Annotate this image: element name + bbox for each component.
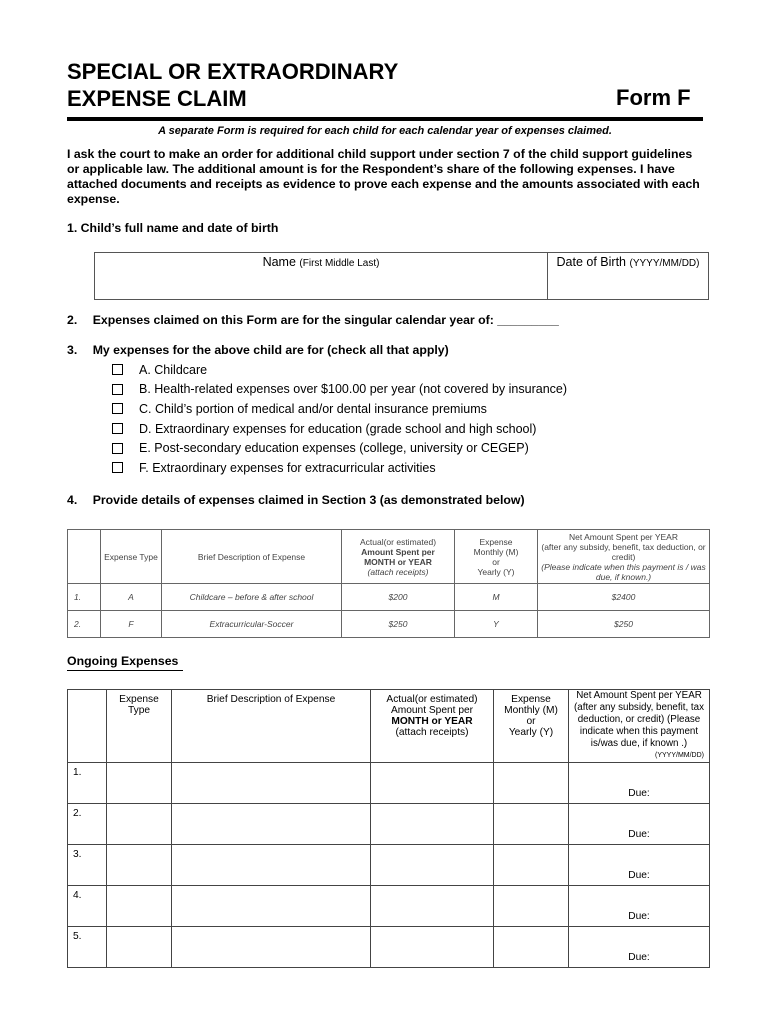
section-4-heading xyxy=(67,493,525,507)
header-text: or xyxy=(526,716,536,727)
section-2-number: 2. xyxy=(67,313,78,327)
option-label: A. Childcare xyxy=(139,362,208,377)
row-type-cell[interactable] xyxy=(107,763,172,804)
header-text: Amount Spent per xyxy=(390,705,474,716)
option-post-secondary[interactable] xyxy=(112,438,567,458)
row-frequency: M xyxy=(455,584,538,611)
option-label: C. Child’s portion of medical and/or dental insurance premiums xyxy=(139,401,487,416)
section-4-text: Provide details of expenses claimed in Section 3 (as demonstrated below) xyxy=(92,493,525,507)
option-label: E. Post-secondary education expenses (college, university or CEGEP) xyxy=(139,441,529,456)
date-of-birth-field[interactable] xyxy=(548,253,709,300)
row-description-cell[interactable] xyxy=(172,886,371,927)
header-text: MONTH or YEAR xyxy=(391,716,473,727)
row-frequency-cell[interactable] xyxy=(494,763,569,804)
row-due-cell[interactable]: Due: xyxy=(569,927,710,968)
row-due-cell[interactable]: Due: xyxy=(569,804,710,845)
row-due-cell[interactable]: Due: xyxy=(569,845,710,886)
row-number: 4. xyxy=(68,886,107,927)
checkbox[interactable] xyxy=(112,364,123,375)
row-description-cell[interactable] xyxy=(172,927,371,968)
option-health[interactable] xyxy=(112,380,567,400)
header-text: Actual(or estimated) xyxy=(359,536,437,547)
row-frequency-cell[interactable] xyxy=(494,886,569,927)
checkbox[interactable] xyxy=(112,443,123,454)
ongoing-row xyxy=(68,927,710,968)
ongoing-header-row xyxy=(68,690,710,763)
header-text: Yearly (Y) xyxy=(477,566,515,577)
option-insurance[interactable] xyxy=(112,399,567,419)
header-text: Net Amount Spent per YEAR xyxy=(569,531,678,542)
name-hint: (First Middle Last) xyxy=(299,258,380,269)
option-label: F. Extraordinary expenses for extracurricular activities xyxy=(139,460,436,475)
row-amount: $200 xyxy=(342,584,455,611)
header-text: Expense xyxy=(511,694,551,705)
name-label: Name xyxy=(262,255,296,269)
row-amount: $250 xyxy=(342,611,455,638)
dob-label: Date of Birth xyxy=(556,255,626,269)
row-net: $2400 xyxy=(538,584,710,611)
row-number: 2. xyxy=(68,611,101,638)
header-text: Expense xyxy=(479,536,513,547)
title-line-2: EXPENSE CLAIM xyxy=(67,86,247,111)
section-4-number: 4. xyxy=(67,493,78,507)
checkbox[interactable] xyxy=(112,384,123,395)
title-rule xyxy=(67,117,703,121)
checkbox[interactable] xyxy=(112,403,123,414)
header-text: (attach receipts) xyxy=(395,727,469,738)
form-title xyxy=(67,58,398,112)
row-number: 2. xyxy=(68,804,107,845)
child-info-table xyxy=(94,252,709,300)
row-frequency-cell[interactable] xyxy=(494,927,569,968)
header-text: Yearly (Y) xyxy=(508,727,554,738)
header-net-amount xyxy=(538,530,710,584)
section-3-text: My expenses for the above child are for (check all that apply) xyxy=(92,343,449,357)
ongoing-expenses-heading: Ongoing Expenses xyxy=(67,654,179,668)
option-label: D. Extraordinary expenses for education (grade school and high school) xyxy=(139,421,537,436)
row-description: Extracurricular-Soccer xyxy=(162,611,342,638)
option-label: B. Health-related expenses over $100.00 per year (not covered by insurance) xyxy=(139,382,568,397)
header-num xyxy=(68,690,107,763)
section-2 xyxy=(67,313,559,327)
header-actual xyxy=(371,690,494,763)
header-actual xyxy=(342,530,455,584)
ongoing-expense-table xyxy=(67,689,710,968)
row-type-cell[interactable] xyxy=(107,886,172,927)
row-type: A xyxy=(101,584,162,611)
row-amount-cell[interactable] xyxy=(371,804,494,845)
row-amount-cell[interactable] xyxy=(371,845,494,886)
dob-hint: (YYYY/MM/DD) xyxy=(629,258,700,269)
row-due-cell[interactable]: Due: xyxy=(569,886,710,927)
header-text: MONTH or YEAR xyxy=(364,556,432,567)
checkbox[interactable] xyxy=(112,423,123,434)
row-number: 1. xyxy=(68,763,107,804)
row-number: 1. xyxy=(68,584,101,611)
ongoing-row xyxy=(68,763,710,804)
ongoing-underline xyxy=(67,670,183,671)
header-type: Expense Type xyxy=(101,530,162,584)
header-frequency xyxy=(455,530,538,584)
section-1-heading: 1. Child’s full name and date of birth xyxy=(67,221,279,235)
header-text: (YYYY/MM/DD) xyxy=(655,752,704,759)
section-3-heading xyxy=(67,343,449,357)
child-name-field[interactable] xyxy=(95,253,548,300)
header-num xyxy=(68,530,101,584)
header-text: Actual(or estimated) xyxy=(386,694,478,705)
example-row xyxy=(68,611,710,638)
option-extracurricular[interactable] xyxy=(112,458,567,478)
header-text: (attach receipts) xyxy=(367,566,429,577)
option-education[interactable] xyxy=(112,419,567,439)
form-subtitle: A separate Form is required for each child for each calendar year of expenses claimed. xyxy=(158,125,612,137)
header-text: Monthly (M) xyxy=(504,705,558,716)
row-net: $250 xyxy=(538,611,710,638)
header-description: Brief Description of Expense xyxy=(172,690,371,763)
header-text: Net Amount Spent per YEAR (after any subsidy, benefit, tax deduction, or credit) (Please indicate when this payment is/was due, if known .) xyxy=(574,690,704,749)
row-type-cell[interactable] xyxy=(107,927,172,968)
row-due-cell[interactable]: Due: xyxy=(569,763,710,804)
ongoing-row xyxy=(68,804,710,845)
example-expense-table xyxy=(67,529,710,638)
header-text: Monthly (M) xyxy=(473,546,519,557)
intro-paragraph: I ask the court to make an order for additional child support under section 7 of the child support guidelines or applicable law. The additional amount is for the Respondent’s share of the following expenses. I have attached documents and receipts as evidence to prove each expense and the amounts associated with each expense. xyxy=(67,147,700,206)
row-type: F xyxy=(101,611,162,638)
section-2-text: Expenses claimed on this Form are for the singular calendar year of: _________ xyxy=(92,313,559,327)
checkbox[interactable] xyxy=(112,462,123,473)
row-frequency-cell[interactable] xyxy=(494,845,569,886)
example-header-row xyxy=(68,530,710,584)
row-number: 3. xyxy=(68,845,107,886)
row-number: 5. xyxy=(68,927,107,968)
header-type: Expense Type xyxy=(107,690,172,763)
header-text: (Please indicate when this payment is / was due, if known.) xyxy=(541,561,706,582)
option-childcare[interactable] xyxy=(112,360,567,380)
ongoing-row xyxy=(68,886,710,927)
header-net-amount xyxy=(569,690,710,763)
header-text: Amount Spent per xyxy=(361,546,435,557)
row-type-cell[interactable] xyxy=(107,845,172,886)
header-text: or xyxy=(492,556,500,567)
expense-type-options xyxy=(112,360,567,478)
form-label: Form F xyxy=(616,85,691,110)
ongoing-row xyxy=(68,845,710,886)
row-frequency: Y xyxy=(455,611,538,638)
header-frequency xyxy=(494,690,569,763)
row-type-cell[interactable] xyxy=(107,804,172,845)
row-amount-cell[interactable] xyxy=(371,763,494,804)
header-description: Brief Description of Expense xyxy=(162,530,342,584)
row-frequency-cell[interactable] xyxy=(494,804,569,845)
section-3-number: 3. xyxy=(67,343,78,357)
row-description-cell[interactable] xyxy=(172,804,371,845)
row-description: Childcare – before & after school xyxy=(162,584,342,611)
title-line-1: SPECIAL OR EXTRAORDINARY xyxy=(67,59,399,84)
header-text: (after any subsidy, benefit, tax deduction, or credit) xyxy=(541,541,706,562)
row-description-cell[interactable] xyxy=(172,763,371,804)
row-description-cell[interactable] xyxy=(172,845,371,886)
row-amount-cell[interactable] xyxy=(371,927,494,968)
example-row xyxy=(68,584,710,611)
row-amount-cell[interactable] xyxy=(371,886,494,927)
